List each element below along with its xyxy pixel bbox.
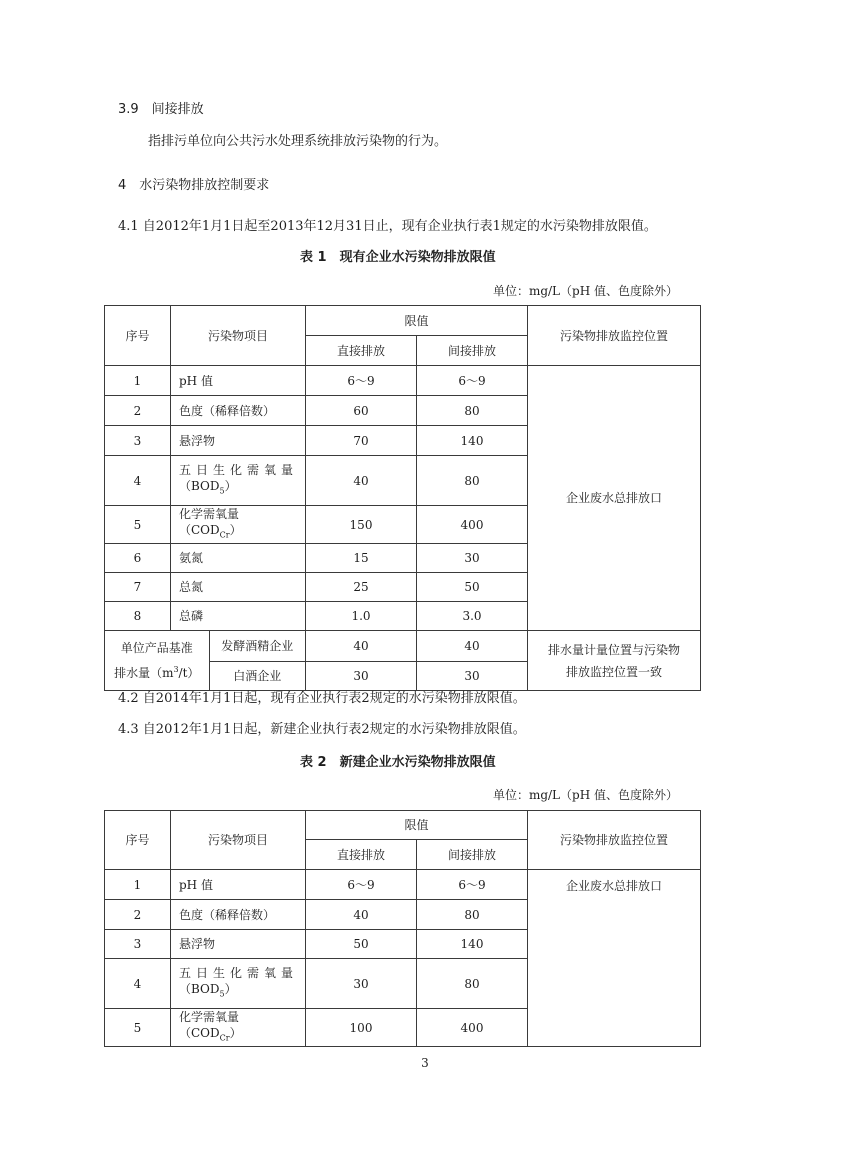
row-item-line1: 五日生化需氧量	[179, 462, 299, 477]
row-item: 总磷	[171, 602, 306, 631]
section-3-9-heading: 3.9 间接排放	[118, 102, 204, 117]
header-limit: 限值	[306, 811, 528, 840]
row-indirect: 6～9	[417, 366, 528, 396]
row-location: 企业废水总排放口	[528, 366, 701, 631]
row-direct: 150	[306, 506, 417, 544]
drainage-direct: 30	[306, 661, 417, 691]
row-indirect: 80	[417, 900, 528, 930]
row-item: 悬浮物	[171, 426, 306, 456]
header-limit: 限值	[306, 306, 528, 336]
row-item: pH 值	[171, 366, 306, 396]
row-indirect: 400	[417, 1009, 528, 1047]
drainage-type: 白酒企业	[233, 669, 282, 684]
header-direct: 直接排放	[306, 840, 417, 870]
row-no: 6	[105, 544, 171, 573]
table2-unit: 单位：mg/L（pH 值、色度除外）	[492, 788, 678, 802]
drainage-label-line2	[109, 659, 205, 684]
row-direct: 70	[306, 426, 417, 456]
row-item: 色度（稀释倍数）	[171, 900, 306, 930]
row-no: 1	[105, 366, 171, 396]
paragraph-4-3: 4.3 自2012年1月1日起，新建企业执行表2规定的水污染物排放限值。	[118, 722, 526, 737]
drainage-label-line2a: 排水量（m	[114, 666, 174, 681]
item-close: ）	[229, 523, 242, 537]
item-sub-close: ）	[224, 981, 237, 996]
row-indirect: 6～9	[417, 870, 528, 900]
row-no: 7	[105, 573, 171, 602]
row-direct: 100	[306, 1009, 417, 1047]
header-no: 序号	[105, 306, 171, 366]
header-indirect: 间接排放	[417, 336, 528, 366]
row-indirect: 3.0	[417, 602, 528, 631]
row-item: pH 值	[171, 870, 306, 900]
row-direct: 30	[306, 959, 417, 1009]
row-direct: 6～9	[306, 366, 417, 396]
row-item: 氨氮	[171, 544, 306, 573]
drainage-label-line1: 单位产品基准	[120, 641, 193, 656]
header-location: 污染物排放监控位置	[528, 811, 701, 870]
header-item: 污染物项目	[171, 306, 306, 366]
header-item: 污染物项目	[171, 811, 306, 870]
item-sub-text: （BOD	[179, 981, 220, 996]
row-no: 8	[105, 602, 171, 631]
table1-caption: 表 1 现有企业水污染物排放限值	[300, 250, 496, 265]
paragraph-4-2: 4.2 自2014年1月1日起，现有企业执行表2规定的水污染物排放限值。	[118, 691, 526, 706]
row-direct: 25	[306, 573, 417, 602]
row-indirect: 140	[417, 426, 528, 456]
row-location: 企业废水总排放口	[528, 870, 701, 1047]
item-subscript: 5	[219, 486, 225, 496]
drainage-indirect: 30	[417, 661, 528, 691]
table1	[104, 305, 701, 691]
item-text: 化学需氧量（COD	[179, 507, 240, 537]
row-item	[171, 1009, 306, 1047]
row-direct: 60	[306, 396, 417, 426]
row-indirect: 80	[417, 456, 528, 506]
drainage-location-line2: 排放监控位置一致	[566, 664, 663, 679]
drainage-location-line1: 排水量计量位置与污染物	[548, 642, 681, 657]
row-item-line2	[179, 478, 301, 499]
row-indirect: 140	[417, 930, 528, 959]
row-direct: 6～9	[306, 870, 417, 900]
row-item	[171, 959, 306, 1009]
header-direct: 直接排放	[306, 336, 417, 366]
item-sub-close: ）	[224, 478, 237, 493]
header-no: 序号	[105, 811, 171, 870]
drainage-label	[105, 631, 306, 691]
row-indirect: 50	[417, 573, 528, 602]
table-row	[105, 870, 701, 900]
table-row	[105, 366, 701, 396]
drainage-label-line2b: /t）	[178, 666, 200, 681]
drainage-indirect: 40	[417, 631, 528, 662]
row-indirect: 80	[417, 959, 528, 1009]
drainage-label-text	[105, 631, 209, 690]
drainage-label-sup: 3	[173, 665, 179, 675]
item-subscript: 5	[219, 989, 225, 999]
row-no: 5	[105, 1009, 171, 1047]
table2	[104, 810, 701, 1047]
row-direct: 40	[306, 900, 417, 930]
row-no: 4	[105, 456, 171, 506]
row-indirect: 400	[417, 506, 528, 544]
table2-caption: 表 2 新建企业水污染物排放限值	[300, 755, 496, 770]
row-indirect: 30	[417, 544, 528, 573]
row-item-line2	[179, 981, 301, 1002]
section-3-9-body: 指排污单位向公共污水处理系统排放污染物的行为。	[148, 134, 448, 149]
row-no: 5	[105, 506, 171, 544]
section-4-heading: 4 水污染物排放控制要求	[118, 178, 270, 193]
row-no: 3	[105, 930, 171, 959]
paragraph-4-1: 4.1 自2012年1月1日起至2013年12月31日止，现有企业执行表1规定的水污染物排放限值。	[118, 219, 657, 234]
drainage-location	[528, 631, 701, 691]
table1-unit: 单位：mg/L（pH 值、色度除外）	[492, 284, 678, 298]
row-item: 色度（稀释倍数）	[171, 396, 306, 426]
item-sub-text: （BOD	[179, 478, 220, 493]
row-item	[171, 506, 306, 544]
drainage-direct: 40	[306, 631, 417, 662]
page-number: 3	[421, 1056, 429, 1070]
drainage-inner	[105, 631, 305, 690]
row-direct: 15	[306, 544, 417, 573]
row-item	[171, 456, 306, 506]
item-subscript: Cr	[219, 530, 230, 540]
item-close: ）	[229, 1026, 242, 1040]
row-item: 总氮	[171, 573, 306, 602]
drainage-type: 发酵酒精企业	[209, 631, 305, 661]
item-subscript: Cr	[219, 1033, 230, 1043]
row-no: 3	[105, 426, 171, 456]
row-indirect: 80	[417, 396, 528, 426]
row-item-line1: 五日生化需氧量	[179, 965, 299, 980]
row-no: 2	[105, 396, 171, 426]
row-no: 2	[105, 900, 171, 930]
table-header-row	[105, 306, 701, 336]
row-no: 4	[105, 959, 171, 1009]
row-direct: 40	[306, 456, 417, 506]
item-text: 化学需氧量（COD	[179, 1010, 240, 1040]
header-location: 污染物排放监控位置	[528, 306, 701, 366]
row-direct: 1.0	[306, 602, 417, 631]
header-indirect: 间接排放	[417, 840, 528, 870]
drainage-row	[105, 631, 701, 662]
table-header-row	[105, 811, 701, 840]
row-no: 1	[105, 870, 171, 900]
row-direct: 50	[306, 930, 417, 959]
row-item: 悬浮物	[171, 930, 306, 959]
